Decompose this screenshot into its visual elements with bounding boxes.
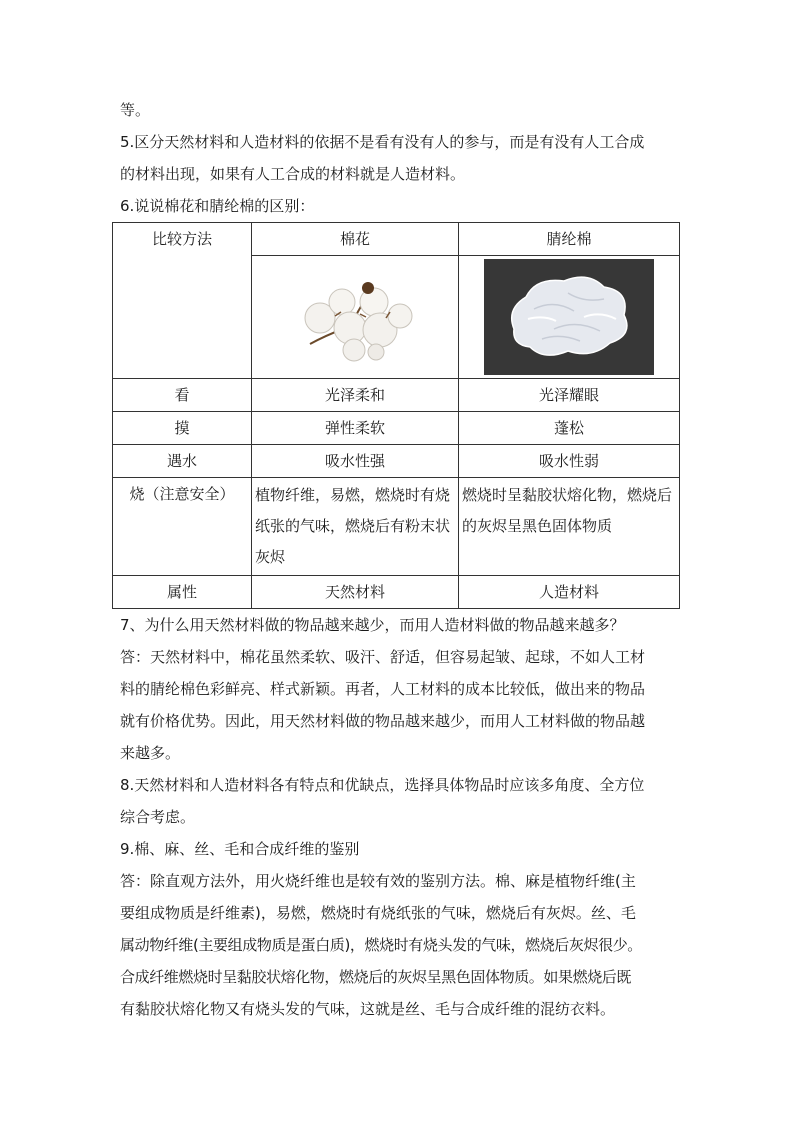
a7-line-2: 料的腈纶棉色彩鲜亮、样式新颖。再者，人工材料的成本比较低，做出来的物品 (120, 680, 646, 698)
a7-line-1: 答：天然材料中，棉花虽然柔软、吸汗、舒适，但容易起皱、起球，不如人工材 (120, 648, 646, 666)
row-label: 摸 (113, 412, 252, 445)
row-acrylic: 人造材料 (459, 576, 680, 609)
a7-line-3: 就有价格优势。因此，用天然材料做的物品越来越少，而用人工材料做的物品越 (120, 712, 646, 730)
row-cotton: 弹性柔软 (252, 412, 459, 445)
cotton-image-cell (252, 256, 459, 379)
row-cotton: 吸水性强 (252, 445, 459, 478)
q8-line-2: 综合考虑。 (120, 808, 196, 826)
q8-line-1: 8.天然材料和人造材料各有特点和优缺点，选择具体物品时应该多角度、全方位 (120, 776, 645, 794)
comparison-table (112, 222, 680, 609)
row-cotton: 天然材料 (252, 576, 459, 609)
row-acrylic: 光泽耀眼 (459, 379, 680, 412)
text-line: 等。 (120, 101, 151, 119)
document-page (120, 94, 680, 1025)
header-cotton: 棉花 (252, 223, 459, 256)
row-cotton: 植物纤维，易燃，燃烧时有烧纸张的气味，燃烧后有粉末状灰烬 (252, 478, 459, 576)
q6-line: 6.说说棉花和腈纶棉的区别： (120, 197, 315, 215)
header-method: 比较方法 (113, 223, 252, 379)
q5-line-2: 的材料出现，如果有人工合成的材料就是人造材料。 (120, 165, 466, 183)
row-label: 遇水 (113, 445, 252, 478)
cotton-image (290, 272, 420, 362)
row-cotton: 光泽柔和 (252, 379, 459, 412)
a7-line-4: 来越多。 (120, 744, 181, 762)
row-acrylic: 吸水性弱 (459, 445, 680, 478)
row-acrylic: 蓬松 (459, 412, 680, 445)
acrylic-image-cell (459, 256, 680, 379)
acrylic-image (484, 259, 654, 375)
header-acrylic: 腈纶棉 (459, 223, 680, 256)
q9-line: 9.棉、麻、丝、毛和合成纤维的鉴别 (120, 840, 360, 858)
a9-line-4: 合成纤维燃烧时呈黏胶状熔化物，燃烧后的灰烬呈黑色固体物质。如果燃烧后既 (120, 968, 632, 986)
row-acrylic: 燃烧时呈黏胶状熔化物，燃烧后的灰烬呈黑色固体物质 (459, 478, 680, 576)
row-label: 烧（注意安全） (113, 478, 252, 576)
q5-line-1: 5.区分天然材料和人造材料的依据不是看有没有人的参与，而是有没有人工合成 (120, 133, 645, 151)
row-label: 属性 (113, 576, 252, 609)
a9-line-3: 属动物纤维(主要组成物质是蛋白质)，燃烧时有烧头发的气味，燃烧后灰烬很少。 (120, 936, 642, 954)
a9-line-1: 答：除直观方法外，用火烧纤维也是较有效的鉴别方法。棉、麻是植物纤维(主 (120, 872, 636, 890)
a9-line-2: 要组成物质是纤维素)，易燃，燃烧时有烧纸张的气味，燃烧后有灰烬。丝、毛 (120, 904, 636, 922)
row-label: 看 (113, 379, 252, 412)
q7-line: 7、为什么用天然材料做的物品越来越少，而用人造材料做的物品越来越多？ (120, 616, 625, 634)
a9-line-5: 有黏胶状熔化物又有烧头发的气味，这就是丝、毛与合成纤维的混纺衣料。 (120, 1000, 616, 1018)
